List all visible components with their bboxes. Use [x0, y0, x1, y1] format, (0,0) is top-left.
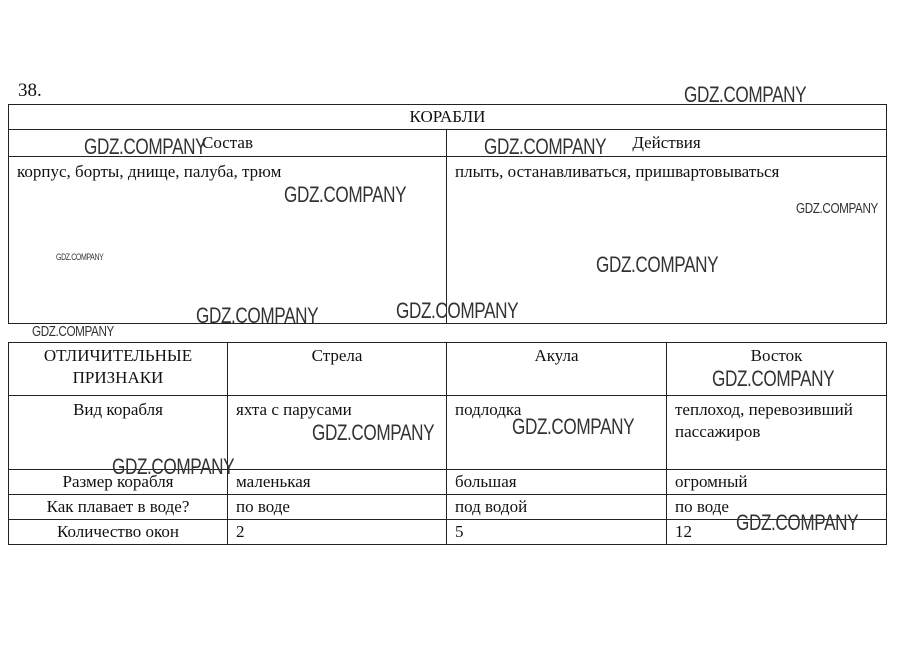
table-cell: по воде — [667, 495, 887, 520]
watermark: GDZ.COMPANY — [196, 303, 319, 328]
watermark: GDZ.COMPANY — [396, 298, 519, 323]
header-akula: Акула — [447, 343, 667, 396]
header-vostok: Восток — [667, 343, 887, 396]
row-label: Количество окон — [9, 520, 228, 545]
table-cell: по воде — [228, 495, 447, 520]
table-cell: под водой — [447, 495, 667, 520]
watermark: GDZ.COMPANY — [736, 510, 859, 535]
table-cell: 5 — [447, 520, 667, 545]
watermark: GDZ.COMPANY — [712, 366, 835, 391]
row-label: Вид корабля — [9, 396, 228, 470]
watermark: GDZ.COMPANY — [56, 252, 104, 262]
watermark: GDZ.COMPANY — [596, 252, 719, 277]
watermark: GDZ.COMPANY — [112, 454, 235, 479]
header-features: ОТЛИЧИТЕЛЬНЫЕ ПРИЗНАКИ — [9, 343, 228, 396]
watermark: GDZ.COMPANY — [484, 134, 607, 159]
actions-cell: плыть, останавливаться, пришвартовываться — [447, 157, 887, 324]
watermark: GDZ.COMPANY — [84, 134, 207, 159]
table-cell: большая — [447, 470, 667, 495]
table-cell: маленькая — [228, 470, 447, 495]
table-cell: огромный — [667, 470, 887, 495]
table-cell: теплоход, перевозивший пассажиров — [667, 396, 887, 470]
table-cell: 2 — [228, 520, 447, 545]
watermark: GDZ.COMPANY — [512, 414, 635, 439]
header-strela: Стрела — [228, 343, 447, 396]
row-label: Как плавает в воде? — [9, 495, 228, 520]
column-actions: Действия — [447, 130, 887, 157]
composition-cell: корпус, борты, днище, палуба, трюм — [9, 157, 447, 324]
watermark: GDZ.COMPANY — [684, 82, 807, 107]
table-cell: яхта с парусами — [228, 396, 447, 470]
watermark: GDZ.COMPANY — [312, 420, 435, 445]
column-composition: Состав — [9, 130, 447, 157]
watermark: GDZ.COMPANY — [32, 323, 114, 340]
row-label: Размер корабля — [9, 470, 228, 495]
watermark: GDZ.COMPANY — [284, 182, 407, 207]
table-cell: подлодка — [447, 396, 667, 470]
ships-table-title: КОРАБЛИ — [9, 105, 887, 130]
watermark: GDZ.COMPANY — [796, 200, 878, 217]
table-cell: 12 — [667, 520, 887, 545]
exercise-number: 38. — [18, 80, 42, 101]
